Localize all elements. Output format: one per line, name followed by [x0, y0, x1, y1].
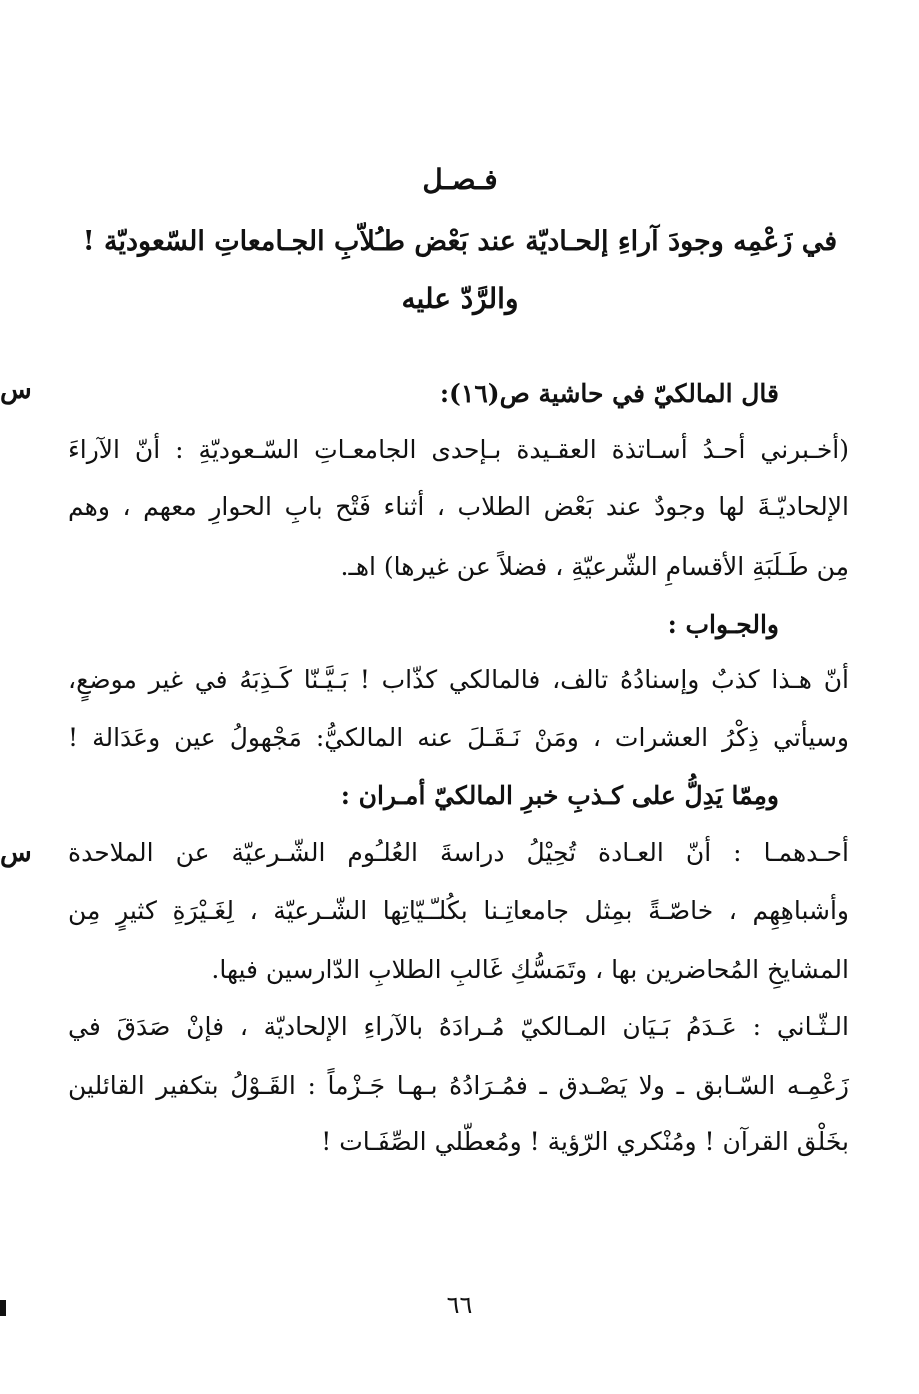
- text-line: الـثّـاني : عَـدَمُ بَـيَان المـالكيّ مُـرادَهُ بالآراءِ الإلحاديّة ، فإنْ صَدَقَ في: [68, 1012, 849, 1041]
- text-line: زَعْمِـه السّـابق ـ ولا يَصْـدق ـ فمُـرَادُهُ بـهـا جَـزْماً : القَـوْلُ بتكفير القائلين: [68, 1071, 849, 1100]
- text-line: (أخـبرني أحـدُ أسـاتذة العقـيدة بـإحدى الجامعـاتِ السّـعوديّةِ : أنّ الآراءَ: [68, 435, 849, 464]
- chapter-subtitle: في زَعْمِه وجودَ آراءِ إلحـاديّة عند بَعْض طـُلاّبِ الجـامعاتِ السّعوديّة !: [82, 226, 838, 257]
- margin-mark: س: [0, 838, 32, 868]
- text-line: بخَلْق القرآن ! ومُنْكري الرّؤية ! ومُعطّلي الصِّفَـات !: [321, 1127, 849, 1156]
- text-line: الإلحاديّـةَ لها وجودٌ عند بَعْض الطلاب ، أثناء فَتْح بابِ الحوارِ معهم ، وهم: [68, 492, 849, 521]
- text-line: مِن طَـلَبَةِ الأقسامِ الشّرعيّةِ ، فضلاً عن غيرها) اهـ.: [340, 552, 849, 581]
- text-line: المشايخِ المُحاضرين بها ، وتَمَسُّكِ غَالبِ الطلابِ الدّارسين فيها.: [211, 955, 849, 984]
- text-line: أحـدهمـا : أنّ العـادة تُحِيْلُ دراسةَ العُلـُوم الشّـرعيّة عن الملاحدة: [68, 838, 849, 867]
- text-line: أنّ هـذا كذبٌ وإسنادُهُ تالف، فالمالكي كذّاب ! بَـيَّـنّا كَـذِبَهُ في غير موضعٍ،: [68, 665, 849, 694]
- chapter-subtitle-continuation: والرَّدّ عليه: [401, 282, 519, 315]
- text-line: والجـواب :: [667, 610, 779, 639]
- text-line: ومِمّا يَدِلُّ على كـذبِ خبرِ المالكيّ أمـران :: [340, 781, 779, 810]
- chapter-title: فـصـل: [422, 163, 498, 196]
- text-line: وأشباهِهِم ، خاصّـةً بمِثل جامعاتِـنا بكُلـّـيّاتِها الشّـرعيّة ، لِغَـيْرَةِ كثيرٍ مِن: [68, 896, 849, 925]
- page-number: ٦٦: [446, 1291, 473, 1319]
- text-line: قال المالكيّ في حاشية ص(١٦):: [439, 379, 779, 408]
- scan-mark: [0, 1300, 6, 1316]
- text-line: وسيأتي ذِكْرُ العشرات ، ومَنْ نَـقَـلَ عنه المالكيُّ: مَجْهولُ عين وعَدَالة !: [68, 723, 849, 752]
- margin-mark: س: [0, 375, 32, 405]
